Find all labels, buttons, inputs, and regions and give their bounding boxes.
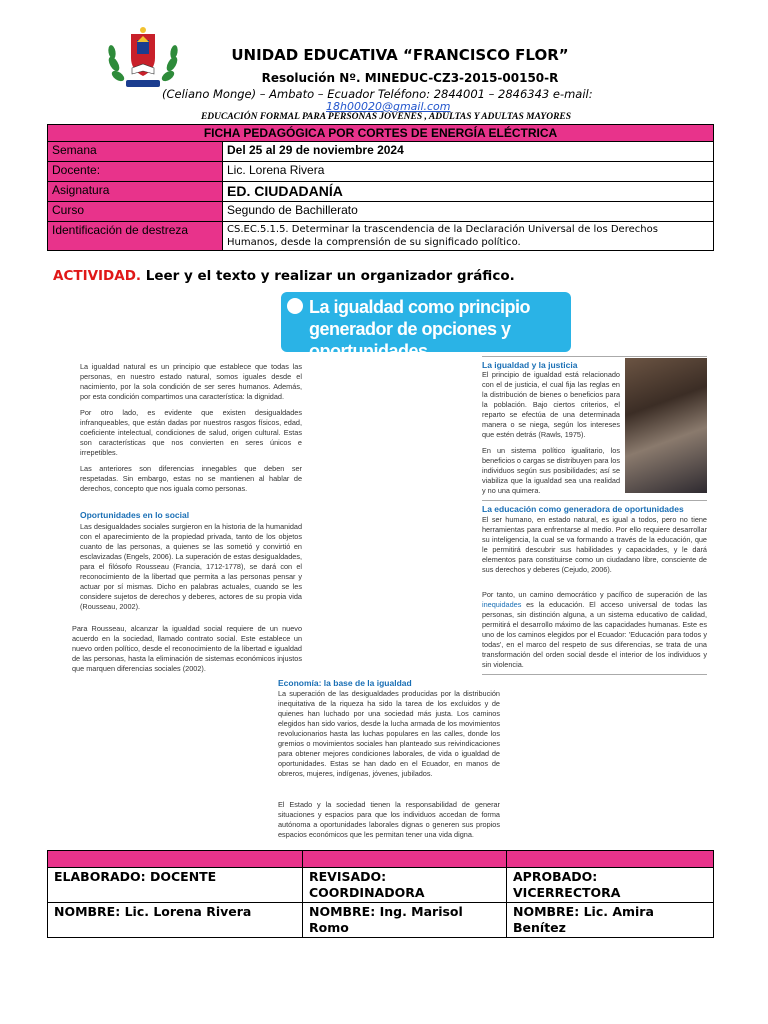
email-link[interactable]: 18h00020@gmail.com [326, 100, 451, 113]
school-logo [104, 24, 182, 92]
paragraph-diferencias: Las anteriores son diferencias innegables que deben ser respetadas. Sin embargo, estas no se mantienen al hablar de derechos, concepto que nos iguala como personas. [80, 464, 302, 493]
label-asignatura: Asignatura [48, 182, 223, 202]
elaborado-docente: ELABORADO: DOCENTE [48, 868, 303, 903]
paragraph-rousseau: Para Rousseau, alcanzar la igualdad social requiere de un nuevo acuerdo en la sociedad, llamado contrato social. Este establece un nuevo orden político, desde el reconocimiento de la libertad e igualdad de las personas, hasta la eliminación de sistemas económicos injustos que marquen diferencias sociales (2002). [72, 624, 302, 673]
label-destreza: Identificación de destreza [48, 222, 223, 251]
education-program-line: EDUCACIÓN FORMAL PARA PERSONAS JOVENES , ADULTAS Y ADULTAS MAYORES [200, 112, 572, 122]
resolution-number: Resolución Nº. MINEDUC-CZ3-2015-00150-R [261, 71, 559, 85]
subheading-economia: Economía: la base de la igualdad [278, 678, 412, 688]
subheading-oportunidades: Oportunidades en lo social [80, 510, 190, 520]
value-semana: Del 25 al 29 de noviembre 2024 [223, 142, 714, 162]
paragraph-sistema-igualitario: En un sistema político igualitario, los beneficios o cargas se distribuyen para los individuos según sus posibilidades; así se viabiliza que la igualdad sea una realidad y no una quimera. [482, 446, 620, 495]
classroom-photo [625, 358, 707, 493]
value-curso: Segundo de Bachillerato [223, 202, 714, 222]
nombre-coordinadora: NOMBRE: Ing. Marisol Romo [303, 903, 507, 938]
signatures-table [47, 850, 714, 938]
paragraph-economia: La superación de las desigualdades producidas por la distribución inequitativa de la riqueza ha sido la tarea de los excluidos y de quienes han luchado por una sociedad más justa. Los caminos elegidos han sido varios, desde la lucha armada de los movimientos revolucionarios hasta las luchas populares en las calles, donde los gremios o movimientos sociales han planteado sus reivindicaciones para obtener mejores condiciones laborales, de vida o igualdad de oportunidades. Estas se han dado en el Ecuador, en manos de obreros, mujeres, indígenas, jóvenes, jubilados. [278, 689, 500, 778]
paragraph-ser-humano: El ser humano, en estado natural, es igual a todos, pero no tiene herramientas para enfrentarse al medio. Por ello requiere desarrollar su inteligencia, la cual se va formando a través de la educación, que le permitirá descubrir sus habilidades y capacidades, y le dará elementos para constituirse como un ciudadano libre, consciente de sus derechos y deberes (Cejudo, 2006). [482, 515, 707, 574]
label-docente: Docente: [48, 162, 223, 182]
paragraph-igualdad-natural: La igualdad natural es un principio que establece que todas las personas, en nuestro estado natural, somos iguales desde el nacimiento, por la sola condición de ser seres humanos. Además, por esta condición compartimos una característica: la dignidad. [80, 362, 302, 401]
paragraph-camino-democratico: Por tanto, un camino democrático y pacífico de superación de las inequidades es la educación. El acceso universal de todas las personas, sin distinción alguna, a un sistema educativo de calidad, permitirá el desarrollo máximo de las capacidades humanas. Este es uno de los caminos elegidos por el Ecuador: 'Educación para todos y todas', en el marco del respeto de sus diferencias, se trata de una transformación del orden social desde el interior de los individuos y sin violencia. [482, 590, 707, 669]
value-docente: Lic. Lorena Rivera [223, 162, 714, 182]
subheading-justicia: La igualdad y la justicia [482, 360, 578, 370]
nombre-docente: NOMBRE: Lic. Lorena Rivera [48, 903, 303, 938]
school-name: UNIDAD EDUCATIVA “FRANCISCO FLOR” [231, 46, 569, 64]
nombre-vicerrectora: NOMBRE: Lic. Amira Benítez [507, 903, 714, 938]
lesson-title: La igualdad como principio generador de opciones y oportunidades [309, 297, 531, 361]
subheading-educacion: La educación como generadora de oportunidades [482, 504, 684, 514]
divider-line [482, 356, 707, 357]
bullet-circle-icon [287, 298, 303, 314]
textbook-page-image [60, 292, 716, 848]
label-semana: Semana [48, 142, 223, 162]
divider-line [482, 500, 707, 501]
activity-text: Leer y el texto y realizar un organizador gráfico. [141, 268, 515, 284]
lesson-title-banner [281, 292, 571, 361]
label-curso: Curso [48, 202, 223, 222]
pedagogical-sheet-table [47, 124, 714, 251]
contact-info: (Celiano Monge) – Ambato – Ecuador Teléfono: 2844001 – 2846343 e-mail: [162, 87, 593, 101]
paragraph-desigualdades: Por otro lado, es evidente que existen desigualdades infranqueables, que están dadas por nuestros rasgos físicos, edad, coeficiente intelectual, condiciones de salud, origen cultural. Estas son características que nos convierten en seres únicos e irrepetibles. [80, 408, 302, 457]
revisado-coordinadora: REVISADO: COORDINADORA [303, 868, 507, 903]
paragraph-desigualdades-sociales: Las desigualdades sociales surgieron en la historia de la humanidad con el aparecimiento de la propiedad privada, tanto de los objetos cuanto de las personas, a quienes se las sometió y convirtió en esclavizadas (Engels, 2006). La superación de estas desigualdades, para el filósofo Rousseau (Francia, 1712-1778), se dará con el reconocimiento de la libertad que permita a las personas pensar y actuar por sí mismas. Dicho en palabras actuales, cuando se les considere sujetos de derechos y deberes, actores de su propia vida (Rousseau, 2002). [80, 522, 302, 611]
sheet-title: FICHA PEDAGÓGICA POR CORTES DE ENERGÍA ELÉCTRICA [48, 125, 714, 142]
value-asignatura: ED. CIUDADANÍA [223, 182, 714, 202]
divider-line [482, 674, 707, 675]
activity-label: ACTIVIDAD. [53, 268, 142, 284]
paragraph-justicia: El principio de igualdad está relacionado con el de justicia, el cual fija las reglas en la distribución de bienes o beneficios para la población. Bajo ciertos criterios, el reparto se efectúa de una determinada manera o se niega, según los intereses que estén detrás (Rawls, 1975). [482, 370, 620, 439]
paragraph-estado-sociedad: El Estado y la sociedad tienen la responsabilidad de generar situaciones y espacios para que los individuos accedan de forma autónoma a oportunidades laborales dignas o generen sus propios espacios económicos que les permitan tener una vida digna. [278, 800, 500, 839]
activity-instruction [53, 268, 515, 284]
value-destreza: CS.EC.5.1.5. Determinar la trascendencia de la Declaración Universal de los Derechos Humanos, desde la comprensión de su significado político. [223, 222, 714, 251]
aprobado-vicerrectora: APROBADO: VICERRECTORA [507, 868, 714, 903]
